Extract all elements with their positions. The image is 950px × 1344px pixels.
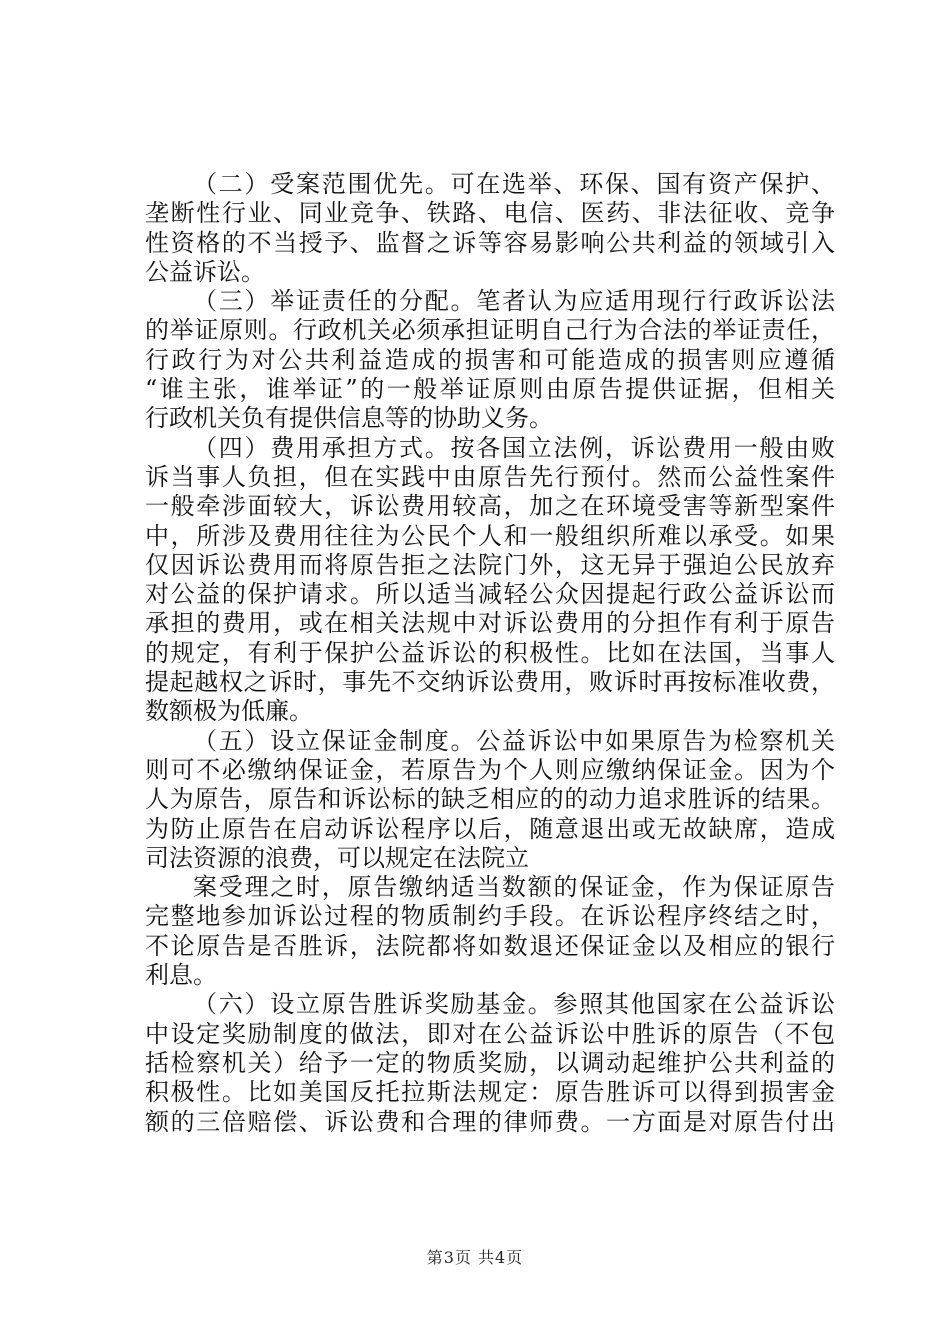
text-line: 性资格的不当授予、监督之诉等容易影响公共利益的领域引入 — [145, 228, 835, 257]
text-line: 不论原告是否胜诉，法院都将如数退还保证金以及相应的银行 — [145, 931, 835, 960]
text-line: （二）受案范围优先。可在选举、环保、国有资产保护、 — [193, 170, 835, 198]
text-line: 积极性。比如美国反托拉斯法规定：原告胜诉可以得到损害金 — [145, 1078, 835, 1107]
text-line: 公益诉讼。 — [145, 257, 265, 286]
text-line: 承担的费用，或在相关法规中对诉讼费用的分担作有利于原告 — [145, 609, 835, 638]
text-line: （四）费用承担方式。按各国立法例，诉讼费用一般由败 — [193, 433, 835, 462]
text-line: 一般牵涉面较大，诉讼费用较高，加之在环境受害等新型案件 — [145, 492, 835, 521]
text-line: 仅因诉讼费用而将原告拒之法院门外，这无异于强迫公民放弃 — [145, 550, 835, 579]
text-line: 对公益的保护请求。所以适当减轻公众因提起行政公益诉讼而 — [145, 580, 835, 609]
text-line: 利息。 — [145, 961, 217, 990]
text-line: （六）设立原告胜诉奖励基金。参照其他国家在公益诉讼 — [193, 990, 835, 1019]
text-line: 司法资源的浪费，可以规定在法院立 — [145, 843, 529, 872]
text-line: 的举证原则。行政机关必须承担证明自己行为合法的举证责任， — [145, 316, 835, 345]
text-line: 行政行为对公共利益造成的损害和可能造成的损害则应遵循 — [145, 345, 835, 374]
text-line: 行政机关负有提供信息等的协助义务。 — [145, 404, 553, 433]
text-line: 提起越权之诉时，事先不交纳诉讼费用，败诉时再按标准收费， — [145, 668, 835, 697]
text-line: 完整地参加诉讼过程的物质制约手段。在诉讼程序终结之时， — [145, 902, 835, 931]
page-footer: 第3页 共4页 — [426, 1248, 524, 1267]
text-line: 中，所涉及费用往往为公民个人和一般组织所难以承受。如果 — [145, 521, 835, 550]
text-line: （五）设立保证金制度。公益诉讼中如果原告为检察机关 — [193, 726, 835, 755]
text-line: 人为原告，原告和诉讼标的缺乏相应的的动力追求胜诉的结果。 — [145, 785, 835, 814]
text-line: 数额极为低廉。 — [145, 697, 313, 726]
text-line: 为防止原告在启动诉讼程序以后，随意退出或无故缺席，造成 — [145, 814, 835, 843]
text-line: “谁主张，谁举证”的一般举证原则由原告提供证据，但相关 — [145, 375, 835, 404]
text-line: 垄断性行业、同业竞争、铁路、电信、医药、非法征收、竞争 — [145, 199, 835, 228]
text-line: 则可不必缴纳保证金，若原告为个人则应缴纳保证金。因为个 — [145, 755, 835, 784]
text-line: 额的三倍赔偿、诉讼费和合理的律师费。一方面是对原告付出 — [145, 1107, 835, 1136]
text-line: 的规定，有利于保护公益诉讼的积极性。比如在法国，当事人 — [145, 638, 835, 667]
text-line: （三）举证责任的分配。笔者认为应适用现行行政诉讼法 — [193, 287, 835, 316]
text-line: 中设定奖励制度的做法，即对在公益诉讼中胜诉的原告（不包 — [145, 1019, 835, 1048]
body-text — [145, 170, 835, 1137]
text-line: 括检察机关）给予一定的物质奖励，以调动起维护公共利益的 — [145, 1048, 835, 1077]
text-line: 案受理之时，原告缴纳适当数额的保证金，作为保证原告 — [193, 873, 835, 902]
text-line: 诉当事人负担，但在实践中由原告先行预付。然而公益性案件 — [145, 462, 835, 491]
